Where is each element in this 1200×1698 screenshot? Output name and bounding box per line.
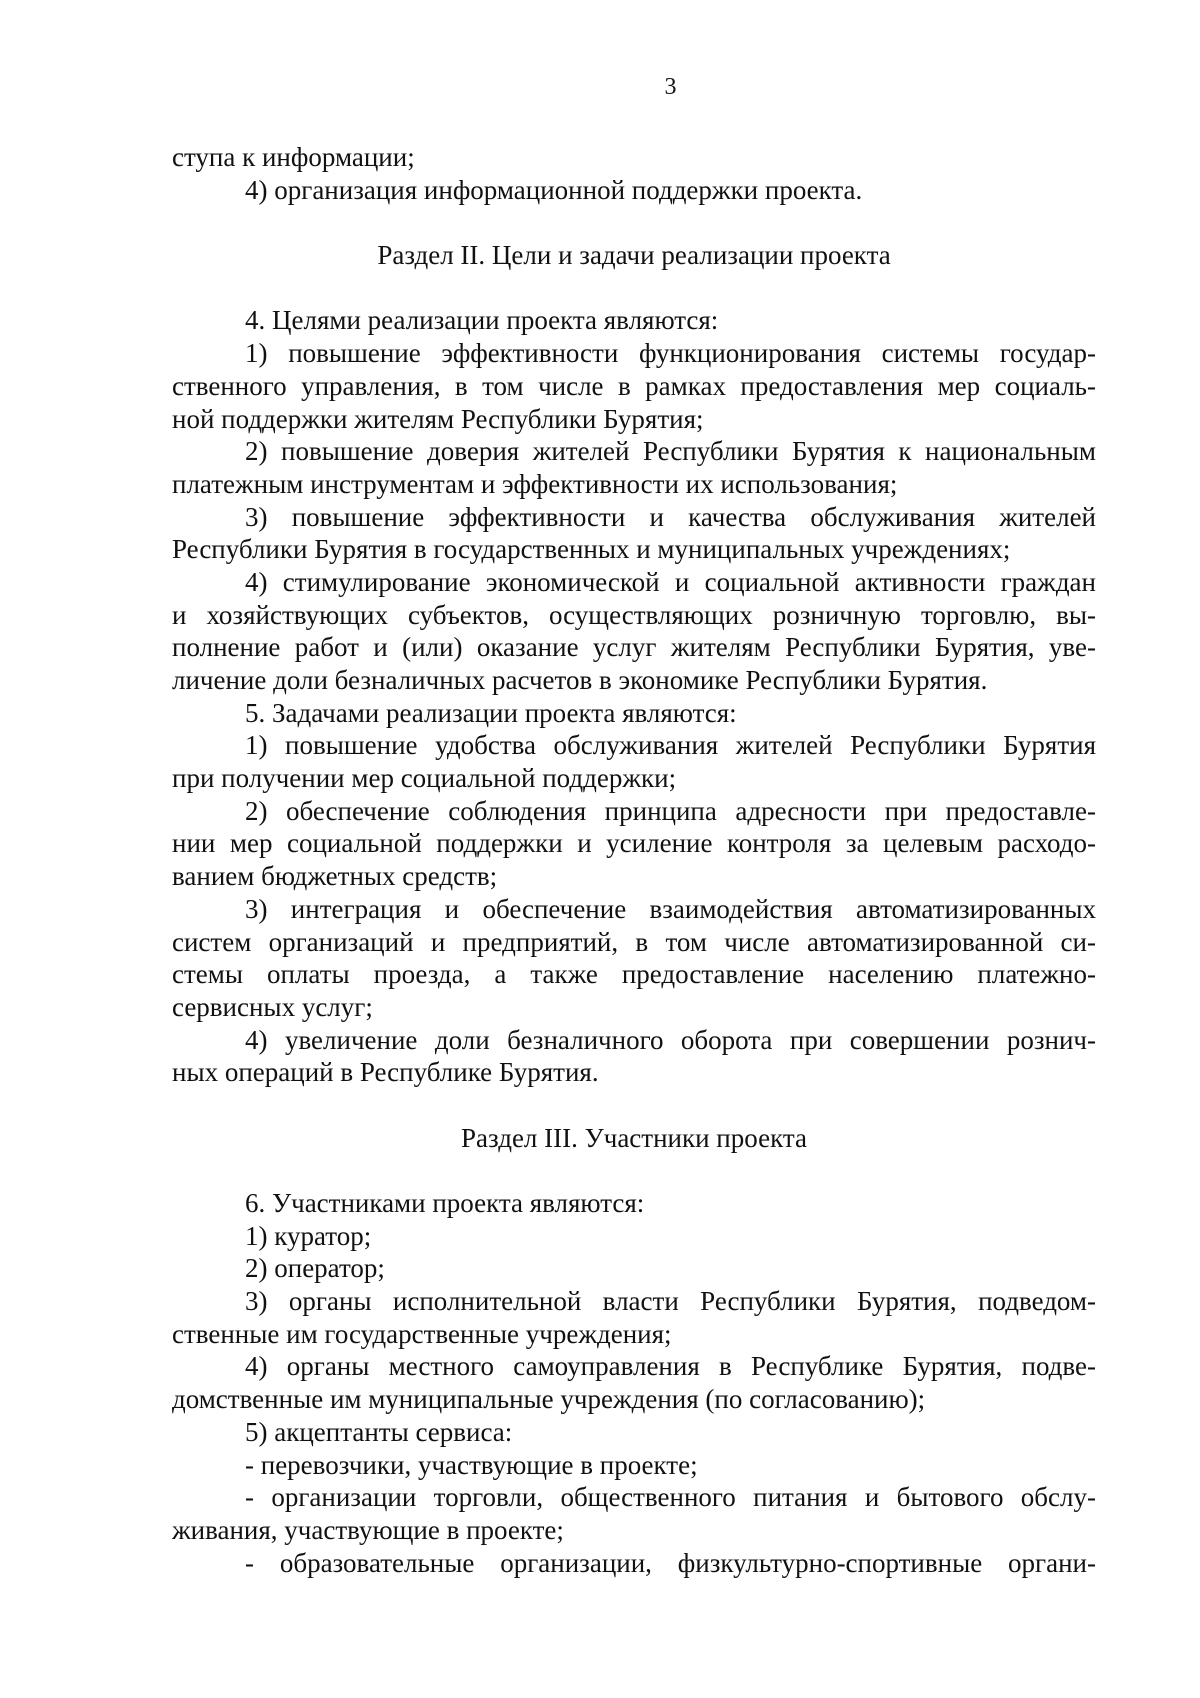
text-line: 5. Задачами реализации проекта являются:	[245, 697, 737, 728]
text-line: 6. Участниками проекта являются:	[245, 1188, 645, 1218]
text-line: 5) акцептанты сервиса:	[245, 1416, 513, 1447]
text-line: - образовательные организации, физкультурно-спортивные органи-	[245, 1547, 1096, 1578]
text-line: домственные им муниципальные учреждения (по согласованию);	[172, 1384, 926, 1415]
text-line: 1) повышение эффективности функционирования системы государ-	[245, 338, 1096, 369]
text-line: сервисных услуг;	[172, 991, 373, 1022]
section-heading: Раздел II. Цели и задачи реализации проекта	[377, 240, 891, 271]
text-line: - организации торговли, общественного питания и бытового обслу-	[245, 1482, 1096, 1513]
text-line: ственного управления, в том числе в рамках предоставления мер социаль-	[172, 370, 1096, 401]
text-line: 3) интеграция и обеспечение взаимодействия автоматизированных	[245, 893, 1096, 924]
text-line: - перевозчики, участвующие в проекте;	[245, 1449, 698, 1480]
text-line: 4) увеличение доли безналичного оборота при совершении рознич-	[245, 1024, 1096, 1055]
page-number: 3	[664, 74, 677, 100]
text-line: 2) обеспечение соблюдения принципа адресности при предоставле-	[245, 795, 1096, 826]
text-line: 4) стимулирование экономической и социальной активности граждан	[245, 566, 1096, 597]
text-line: полнение работ и (или) оказание услуг жителям Республики Бурятия, уве-	[172, 632, 1096, 663]
text-line: при получении мер социальной поддержки;	[172, 763, 677, 794]
text-line: и хозяйствующих субъектов, осуществляющих розничную торговлю, вы-	[172, 599, 1096, 630]
text-line: 3) повышение эффективности и качества обслуживания жителей	[245, 501, 1096, 532]
text-line: систем организаций и предприятий, в том числе автоматизированной си-	[172, 926, 1096, 957]
text-line: ственные им государственные учреждения;	[172, 1318, 672, 1349]
text-line: 2) повышение доверия жителей Республики Бурятия к национальным	[245, 436, 1096, 467]
text-line: живания, участвующие в проекте;	[172, 1514, 564, 1545]
text-line: ступа к информации;	[172, 142, 415, 172]
section-heading: Раздел III. Участники проекта	[461, 1122, 807, 1153]
text-line: 4) организация информационной поддержки проекта.	[245, 174, 863, 205]
text-line: нии мер социальной поддержки и усиление контроля за целевым расходо-	[172, 828, 1096, 859]
document-body	[172, 141, 1096, 1579]
text-line: стемы оплаты проезда, а также предоставление населению платежно-	[172, 959, 1096, 990]
text-line: ной поддержки жителям Республики Бурятия;	[172, 403, 704, 434]
text-line: 1) повышение удобства обслуживания жителей Республики Бурятия	[245, 730, 1096, 761]
text-line: платежным инструментам и эффективности их использования;	[172, 468, 898, 499]
text-line: ванием бюджетных средств;	[172, 861, 498, 892]
text-line: личение доли безналичных расчетов в экономике Республики Бурятия.	[172, 665, 988, 695]
text-line: 4) органы местного самоуправления в Республике Бурятия, подве-	[245, 1351, 1096, 1382]
text-line: 4. Целями реализации проекта являются:	[245, 305, 719, 336]
text-line: 3) органы исполнительной власти Республики Бурятия, подведом-	[245, 1286, 1096, 1317]
text-line: 1) куратор;	[245, 1220, 372, 1251]
text-line: 2) оператор;	[245, 1253, 385, 1284]
text-line: ных операций в Республике Бурятия.	[172, 1057, 599, 1088]
text-line: Республики Бурятия в государственных и муниципальных учреждениях;	[172, 534, 1011, 565]
